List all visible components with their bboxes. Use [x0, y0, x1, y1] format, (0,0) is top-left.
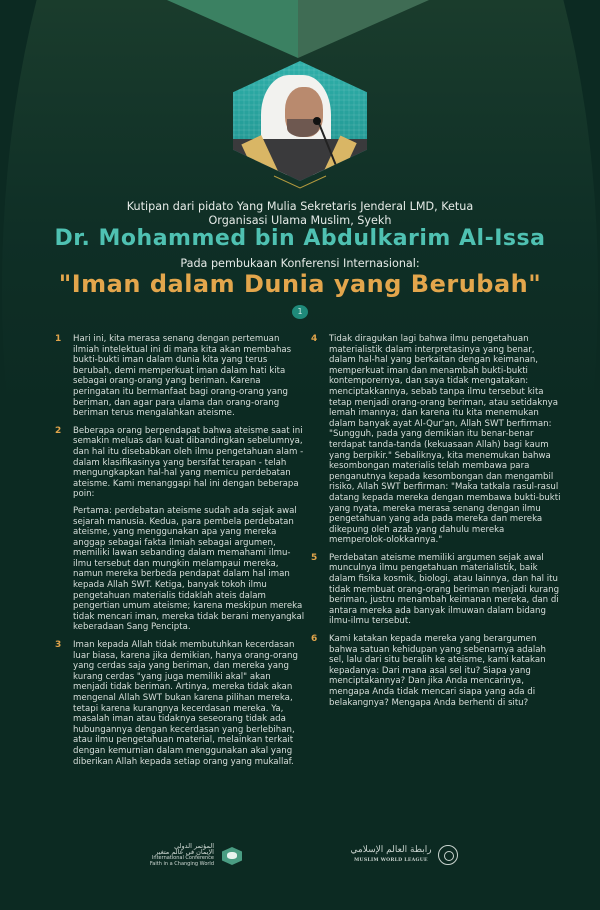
occasion-text: Pada pembukaan Konferensi Internasional:	[180, 257, 420, 270]
point-number: 3	[55, 640, 62, 651]
conference-logo-text	[140, 843, 214, 867]
point-item	[311, 553, 561, 627]
point-item	[311, 634, 561, 708]
point-number: 5	[311, 552, 318, 563]
point-paragraph: Beberapa orang berpendapat bahwa ateisme saat ini semakin meluas dan kuat dibandingkan sebelumnya, dan hal itu disebabkan oleh ilmu pengetahuan alam - dalam klasifikasinya yang bersifat terapan - telah mengungkapkan hal-hal yang memicu perdebatan ateisme. Kami menanggapi hal ini dengan beberapa poin:	[73, 425, 304, 500]
point-paragraph: Tidak diragukan lagi bahwa ilmu pengetahuan materialistik dalam interpretasinya yang benar, dalam hal-hal yang berkaitan dengan keimanan, memperkuat iman dan menambah bukti-bukti kontemporernya, dan saya tidak mengatakan: menciptakkannya, sebab tanpa ilmu tersebut kita tetap menjadi orang-orang beriman, atau setidaknya lemah imannya; dan karena itu kita menemukan dalam banyak ayat Al-Qur'an, Allah SWT berfirman: "Sungguh, pada yang demikian itu benar-benar terdapat tanda-tanda (kekuasaan Allah) bagi kaum yang berpikir." Sebaliknya, kita menemukan bahwa kesombongan materialis telah membawa para penganutnya kepada kesombongan dan mengambil risiko, Allah SWT berfirman: "Maka tatkala rasul-rasul datang kepada mereka dengan membawa bukti-bukti yang nyata, mereka merasa senang dengan ilmu pengetahuan yang ada pada mereka dan mereka dikepung oleh azab yang dahulu mereka memperolok-olokkannya."	[329, 334, 561, 546]
point-item	[55, 426, 305, 633]
left-column	[55, 334, 305, 774]
point-paragraph: Perdebatan ateisme memiliki argumen sejak awal munculnya ilmu pengetahuan materialistik, baik dalam fisika kosmik, biologi, atau lainnya, dan hal itu tidak membuat orang-orang beriman menjadi kurang beriman, justru menambah keimanan mereka, dan di antara mereka ada banyak ilmuwan dalam bidang ilmu-ilmu tersebut.	[329, 552, 560, 627]
point-number: 6	[311, 634, 318, 645]
point-paragraph: Pertama: perdebatan ateisme sudah ada sejak awal sejarah manusia. Kedua, para pembela perdebatan ateisme, yang menggunakan apa yang mereka anggap sebagai fakta ilmiah sebagai argumen, memiliki lawan sebanding dalam memahami ilmu-ilmu tersebut dan mungkin melampaui mereka, namun mereka berbeda pendapat dalam hal iman kepada Allah SWT. Ketiga, banyak tokoh ilmu pengetahuan materialis tidaklah ateis dalam pengertian umum ateisme; karena meskipun mereka tidak mencari iman, mereka tidak berani menyangkal keberadaan Sang Pencipta.	[73, 505, 305, 633]
conference-logo-ar-2: الإيمان في عالم متغير	[155, 848, 214, 856]
point-paragraph: Kami katakan kepada mereka yang berargumen bahwa satuan kehidupan yang sebenarnya adalah sel, lalu dari situ beralih ke ateisme, kami katakan kepadanya: Dari mana asal sel itu? Siapa yang menciptakannya? Dan jika Anda mencarinya, mengapa Anda tidak mencari siapa yang ada di belakangnya? Mengapa Anda berhenti di situ?	[329, 634, 546, 708]
intro-text	[0, 200, 600, 228]
page-number-badge: 1	[292, 305, 308, 319]
conference-logo	[140, 843, 250, 869]
conference-logo-en-1: International Conference	[151, 855, 214, 861]
point-number: 1	[55, 334, 62, 344]
mwl-emblem-icon	[438, 845, 458, 865]
muslim-world-league-logo	[350, 845, 460, 869]
mwl-arabic-name: رابطة العالم الإسلامي	[350, 845, 432, 855]
point-paragraph: Iman kepada Allah tidak membutuhkan kecerdasan luar biasa, karena jika demikian, hanya orang-orang yang cerdas saja yang beriman, dan mereka yang kurang cerdas "yang juga memiliki akal" akan menjadi tidak beriman. Artinya, mereka tidak akan mengenal Allah SWT bukan karena pilihan mereka, tetapi karena kurangnya kecerdasan mereka. Ya, masalah iman atau tidaknya seseorang tidak ada hubungannya dengan kecerdasan yang berlebihan, atau ilmu pengetahuan material, melainkan terkait dengan kemurnian dalam menggunakan akal yang diberikan Allah kepada setiap orang yang mukallaf.	[73, 640, 298, 767]
point-number: 2	[55, 425, 62, 436]
conference-title: "Iman dalam Dunia yang Berubah"	[58, 270, 542, 298]
conference-hexagon-inner-icon	[227, 852, 237, 859]
point-item	[55, 334, 305, 419]
point-paragraph: Hari ini, kita merasa senang dengan pertemuan ilmiah intelektual ini di mana kita akan membahas bukti-bukti iman dalam dunia kita yang terus berubah, demi memperkuat iman dalam hati kita sebagai orang-orang yang beriman. Karena peringatan itu bermanfaat bagi orang-orang yang beriman, dan agar para ulama dan orang-orang beriman terus mengalahkan ateisme.	[73, 334, 292, 419]
speaker-name: Dr. Mohammed bin Abdulkarim Al-Issa	[54, 226, 546, 251]
right-column	[311, 334, 561, 715]
point-item	[311, 334, 561, 546]
intro-line-2: Organisasi Ulama Muslim, Syekh	[208, 214, 392, 227]
mwl-english-name: MUSLIM WORLD LEAGUE	[354, 858, 428, 863]
conference-logo-en-2: Faith in a Changing World	[149, 861, 214, 867]
conference-logo-ar-1: المؤتمر الدولي	[174, 842, 214, 850]
point-number: 4	[311, 334, 318, 344]
point-item	[55, 640, 305, 767]
intro-line-1: Kutipan dari pidato Yang Mulia Sekretaris Jenderal LMD, Ketua	[126, 200, 474, 213]
